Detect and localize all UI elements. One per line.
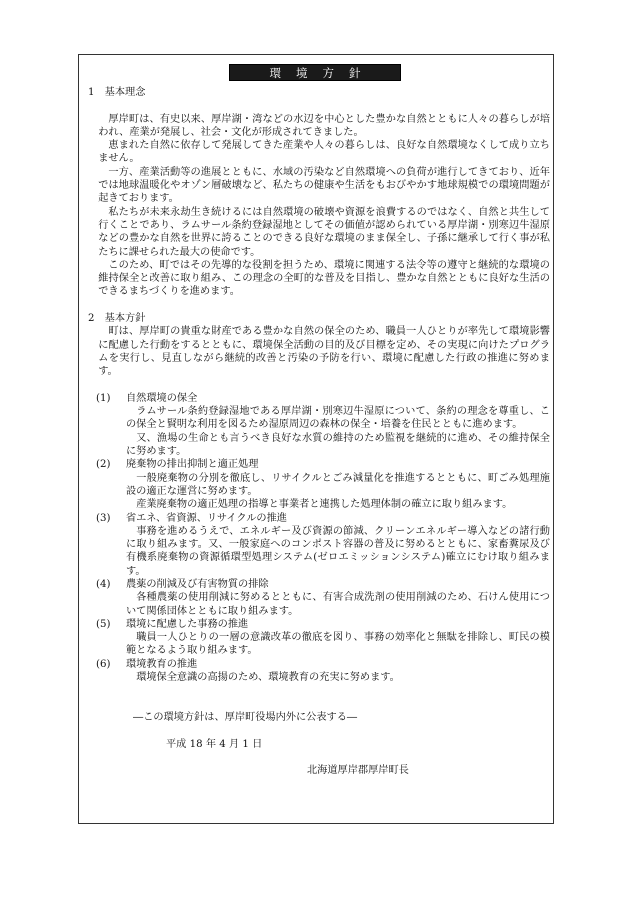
item-body [126,512,550,578]
spacer [88,751,550,764]
item-body [126,458,550,511]
item-paragraph: 産業廃棄物の適正処理の指導と事業者と連携した処理体制の確立に取り組みます。 [136,499,513,511]
section-1-body [88,113,550,299]
spacer [88,299,550,312]
section-2-intro: 町は、厚岸町の貴重な財産である豊かな自然の保全のため、職員一人ひとりが率先して環境影響に配慮した行動をするとともに、環境保全活動の目的及び目標を定め、その実現に向けたプログラムを実行し、見直しながら継続的改善と汚染の予防を行い、環境に配慮した行政の推進に努めます。 [98,326,550,378]
item-paragraph: ラムサール条約登録湿地である厚岸湖・別寒辺牛湿原について、条約の理念を尊重し、この保全と賢明な利用を図るため湿原周辺の森林の保全・培養を住民とともに進めます。 [126,406,550,431]
announcement: ―この環境方針は、厚岸町役場内外に公表する― [133,711,358,723]
section-1-heading: 1 基本理念 [88,87,146,98]
policy-item [88,618,550,658]
spacer [88,698,550,711]
policy-item [88,658,550,685]
item-body [126,658,550,685]
section-1-paragraph: 恵まれた自然に依存して発展してきた産業や人々の暮らしは、良好な自然環境なくして成り立ちません。 [98,140,550,165]
section-1-paragraph: 一方、産業活動等の進展とともに、水域の汚染など自然環境への負荷が進行してきており、近年では地球温暖化やオゾン層破壊など、私たちの健康や生活をもおびやかす地球規模での環境問題が起きております。 [98,166,550,205]
item-paragraph: 事務を進めるうえで、エネルギー及び資源の節減、クリーンエネルギー導入などの諸行動に取り組みます。又、一般家庭へのコンポスト容器の普及に努めるとともに、家畜糞尿及び有機系廃棄物の資源循環型処理システム(ゼロエミッションシステム)確立にむけ取り組みます。 [126,525,550,577]
policy-item [88,458,550,511]
section-2-body [88,325,550,378]
document-title: 環境方針 [229,64,401,81]
item-number: (4) [96,578,111,590]
item-number: (5) [96,618,111,630]
item-number: (1) [96,392,111,404]
policy-item [88,512,550,578]
issue-date: 平成 18 年 4 月 1 日 [166,738,263,750]
item-number: (6) [96,658,111,670]
item-title: 環境教育の推進 [126,658,198,670]
item-title: 環境に配慮した事務の推進 [126,618,249,630]
policy-items [88,392,550,685]
item-paragraph: 一般廃棄物の分別を徹底し、リサイクルとごみ減量化を推進するとともに、町ごみ処理施設の適正な運営に努めます。 [126,472,550,497]
spacer [88,684,550,697]
item-paragraph: 各種農薬の使用削減に努めるとともに、有害合成洗剤の使用削減のため、石けん使用について関係団体とともに取り組みます。 [126,592,550,617]
item-paragraph: 環境保全意識の高揚のため、環境教育の充実に努めます。 [136,672,400,684]
item-title: 廃棄物の排出抑制と適正処理 [126,459,259,471]
item-number: (2) [96,459,111,471]
item-title: 農薬の削減及び有害物質の排除 [126,578,269,590]
document-body [88,86,550,777]
section-1-paragraph: 私たちが未来永劫生き続けるには自然環境の破壊や資源を浪費するのではなく、自然と共生して行くことであり、ラムサール条約登録湿地としてその価値が認められている厚岸湖・別寒辺牛湿原などの豊かな自然を世界に誇ることのできる良好な環境のまま保全し、子孫に継承して行く事が私たちに課せられた最大の使命です。 [98,206,550,258]
item-body [126,578,550,618]
item-title: 省エネ、省資源、リサイクルの推進 [126,512,287,524]
section-2-heading: 2 基本方針 [88,313,146,325]
section-1-paragraph: このため、町ではその先導的な役割を担うため、環境に関連する法令等の遵守と継続的な環境の維持保全と改善に取り組み、この理念の全町的な普及を目指し、豊かな自然とともに良好な生活のできるまちづくりを進めます。 [98,259,550,298]
signer: 北海道厚岸郡厚岸町長 [307,765,409,777]
item-paragraph: 又、漁場の生命とも言うべき良好な水質の維持のため監視を継続的に進め、その維持保全に努めます。 [126,432,550,458]
item-body [126,392,550,458]
spacer [88,724,550,737]
spacer [88,379,550,392]
item-title: 自然環境の保全 [126,392,198,404]
section-1-paragraph: 厚岸町は、有史以来、厚岸湖・湾などの水辺を中心とした豊かな自然とともに人々の暮らしが培われ、産業が発展し、社会・文化が形成されてきました。 [98,113,550,138]
item-paragraph: 職員一人ひとりの一層の意識改革の徹底を図り、事務の効率化と無駄を排除し、町民の模範となるよう取り組みます。 [126,632,550,657]
item-number: (3) [96,512,111,524]
item-body [126,618,550,658]
policy-item [88,392,550,458]
policy-item [88,578,550,618]
spacer [88,99,550,112]
